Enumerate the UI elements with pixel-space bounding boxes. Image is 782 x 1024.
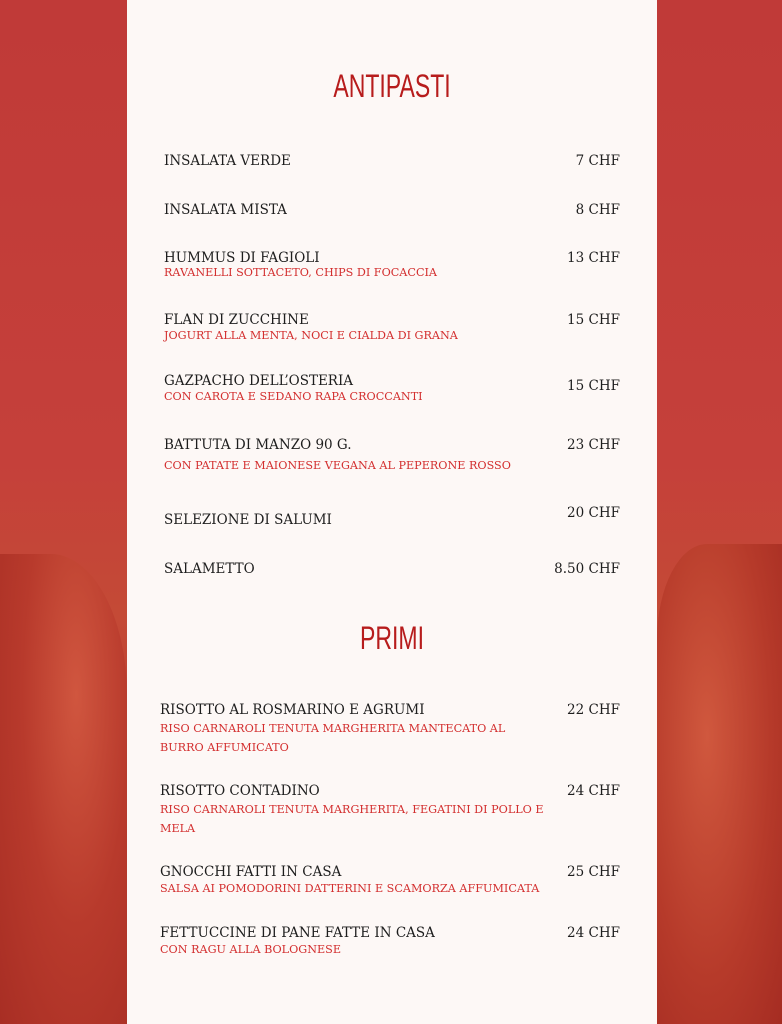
item-price: 22 CHF: [567, 702, 620, 718]
item-description: BURRO AFFUMICATO: [160, 741, 289, 754]
item-name: INSALATA VERDE: [164, 153, 291, 169]
background-hill-left: [0, 554, 127, 1024]
item-price: 8.50 CHF: [554, 561, 620, 577]
item-description: JOGURT ALLA MENTA, NOCI E CIALDA DI GRANA: [164, 329, 458, 342]
item-description: MELA: [160, 822, 196, 835]
item-price: 15 CHF: [567, 378, 620, 394]
item-description: CON PATATE E MAIONESE VEGANA AL PEPERONE ROSSO: [164, 459, 511, 472]
item-price: 15 CHF: [567, 312, 620, 328]
background-hill-right: [657, 544, 782, 1024]
item-price: 25 CHF: [567, 864, 620, 880]
item-name: RISOTTO CONTADINO: [160, 783, 320, 799]
section-title-primi: PRIMI: [359, 620, 424, 656]
item-name: RISOTTO AL ROSMARINO E AGRUMI: [160, 702, 425, 718]
item-price: 20 CHF: [567, 505, 620, 521]
item-name: INSALATA MISTA: [164, 202, 287, 218]
item-name: SALAMETTO: [164, 561, 255, 577]
item-name: GNOCCHI FATTI IN CASA: [160, 864, 342, 880]
item-price: 24 CHF: [567, 925, 620, 941]
item-description: CON CAROTA E SEDANO RAPA CROCCANTI: [164, 390, 423, 403]
item-name: HUMMUS DI FAGIOLI: [164, 250, 320, 266]
item-description: CON RAGU ALLA BOLOGNESE: [160, 943, 341, 956]
item-price: 24 CHF: [567, 783, 620, 799]
item-price: 23 CHF: [567, 437, 620, 453]
item-name: GAZPACHO DELL’OSTERIA: [164, 373, 354, 389]
item-name: FETTUCCINE DI PANE FATTE IN CASA: [160, 925, 435, 941]
item-description: RISO CARNAROLI TENUTA MARGHERITA, FEGATINI DI POLLO E: [160, 803, 544, 816]
menu-panel: [127, 0, 657, 1024]
section-title-antipasti: ANTIPASTI: [333, 68, 451, 104]
item-price: 13 CHF: [567, 250, 620, 266]
item-description: RISO CARNAROLI TENUTA MARGHERITA MANTECATO AL: [160, 722, 506, 735]
item-price: 7 CHF: [575, 153, 620, 169]
item-name: BATTUTA DI MANZO 90 G.: [164, 437, 352, 453]
item-description: RAVANELLI SOTTACETO, CHIPS DI FOCACCIA: [164, 266, 438, 279]
item-name: FLAN DI ZUCCHINE: [164, 312, 309, 328]
item-name: SELEZIONE DI SALUMI: [164, 512, 332, 528]
item-description: SALSA AI POMODORINI DATTERINI E SCAMORZA AFFUMICATA: [160, 882, 540, 895]
item-price: 8 CHF: [575, 202, 620, 218]
